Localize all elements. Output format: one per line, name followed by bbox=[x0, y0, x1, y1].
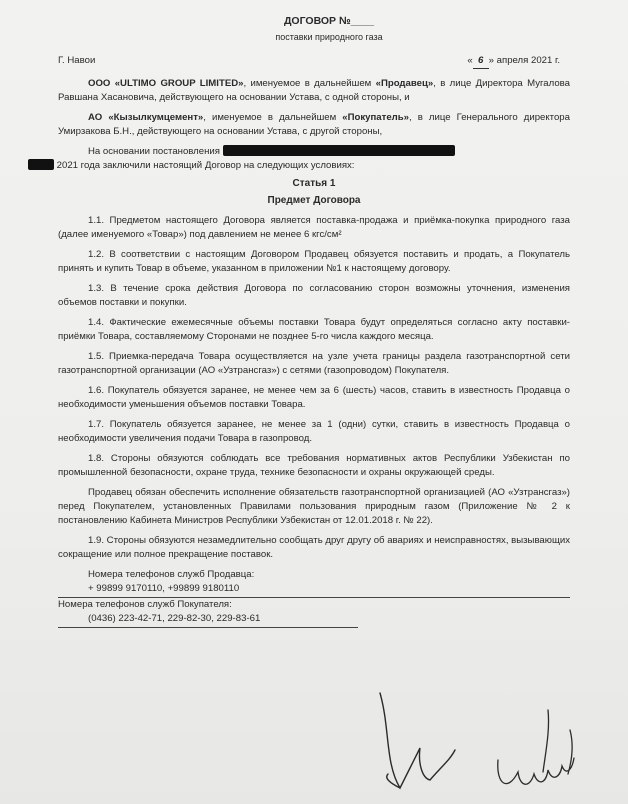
seller-name: ООО «ULTIMO GROUP LIMITED» bbox=[88, 78, 244, 89]
seller-party bbox=[58, 77, 570, 105]
buyer-phones-label: Номера телефонов служб Покупателя: bbox=[58, 599, 232, 610]
clause-1-8: 1.8. Стороны обязуются соблюдать все требования нормативных актов Республики Узбекистан по промышленной безопасности, охране труда, технике безопасности и охраны окружающей среды. bbox=[58, 453, 570, 478]
buyer-tail: , в лице Генерального директора Умирзакова Б.Н., действующего на основании Устава, с другой стороны, bbox=[58, 112, 570, 137]
seller-rest: , именуемое в дальнейшем bbox=[243, 78, 376, 89]
clause-1-4: 1.4. Фактические ежемесячные объемы поставки Товара будут определяться согласно акту поставки-приёмки Товара, составляемому Сторонами не позднее 5-го числа каждого месяца. bbox=[58, 317, 570, 342]
clause-1-9: 1.9. Стороны обязуются незамедлительно сообщать друг другу об авариях и неисправностях, вызывающих сокращение или полное прекращение поставок. bbox=[58, 535, 571, 560]
buyer-signature bbox=[488, 700, 588, 800]
date-day: 6 bbox=[473, 54, 489, 69]
seller-role: «Продавец» bbox=[375, 78, 434, 89]
basis-prefix: На основании постановления bbox=[88, 146, 220, 157]
city-date-row bbox=[58, 54, 570, 69]
redaction-bar bbox=[223, 145, 455, 156]
city: Г. Навои bbox=[58, 55, 96, 66]
buyer-phones: (0436) 223-42-71, 229-82-30, 229-83-61 bbox=[88, 613, 261, 624]
buyer-party bbox=[58, 111, 570, 139]
seller-phones: + 99899 9170110, +99899 9180110 bbox=[88, 583, 240, 594]
document-title: ДОГОВОР №____ bbox=[283, 15, 375, 27]
seller-obligation: Продавец обязан обеспечить исполнение обязательств газотранспортной организацией (АО «Узтрансгаз») перед Покупателем, установленных Правилами пользования природным газом (Приложение № 2 к постановлению Кабинета Министров Республики Узбекистан от 12.01.2018 г. № 22). bbox=[58, 487, 570, 526]
seller-signature bbox=[360, 688, 470, 798]
basis-suffix: 2021 года заключили настоящий Договор на следующих условиях: bbox=[56, 160, 355, 171]
phones-block bbox=[58, 568, 570, 628]
clause-1-7: 1.7. Покупатель обязуется заранее, не менее за 1 (одни) сутки, ставить в известность Продавца о необходимости увеличения подачи Товара в газопровод. bbox=[58, 419, 570, 444]
divider-line-2 bbox=[58, 627, 358, 628]
clause-1-6: 1.6. Покупатель обязуется заранее, не менее чем за 6 (шесть) часов, ставить в известность Продавца о необходимости уменьшения объемов поставки Товара. bbox=[58, 385, 570, 410]
seller-phones-label: Номера телефонов служб Продавца: bbox=[88, 569, 255, 580]
redaction-bar-2 bbox=[28, 159, 54, 170]
buyer-role: «Покупатель» bbox=[342, 112, 410, 123]
clause-1-5: 1.5. Приемка-передача Товара осуществляется на узле учета границы раздела газотранспортной сети газотранспортной организации (АО «Узтрансгаз») с сетями (газопроводом) Покупателя. bbox=[58, 351, 570, 376]
basis-paragraph bbox=[58, 145, 570, 173]
seller-tail: , в лице Директора Мугалова Равшана Хасановича, действующего на основании Устава, с одной стороны, и bbox=[58, 78, 570, 103]
clause-1-2: 1.2. В соответствии с настоящим Договором Продавец обязуется поставить и продать, а Покупатель принять и купить Товар в объеме, указанном в приложении №1 к настоящему договору. bbox=[58, 249, 570, 274]
article-title: Статья 1 bbox=[292, 178, 336, 189]
contract-date bbox=[467, 54, 560, 69]
document-subtitle: поставки природного газа bbox=[275, 32, 383, 42]
clause-1-1: 1.1. Предметом настоящего Договора является поставка-продажа и приёмка-покупка природного газа (далее именуемого «Товар») под давлением не менее 6 кгс/см² bbox=[58, 215, 570, 240]
date-prefix: « bbox=[467, 55, 473, 66]
date-suffix: » апреля 2021 г. bbox=[488, 55, 560, 66]
article-subtitle: Предмет Договора bbox=[267, 195, 361, 206]
buyer-rest: , именуемое в дальнейшем bbox=[203, 112, 343, 123]
clause-1-3: 1.3. В течение срока действия Договора по согласованию сторон возможны уточнения, изменения объемов поставки и покупки. bbox=[58, 283, 570, 308]
buyer-name: АО «Кызылкумцемент» bbox=[88, 112, 204, 123]
